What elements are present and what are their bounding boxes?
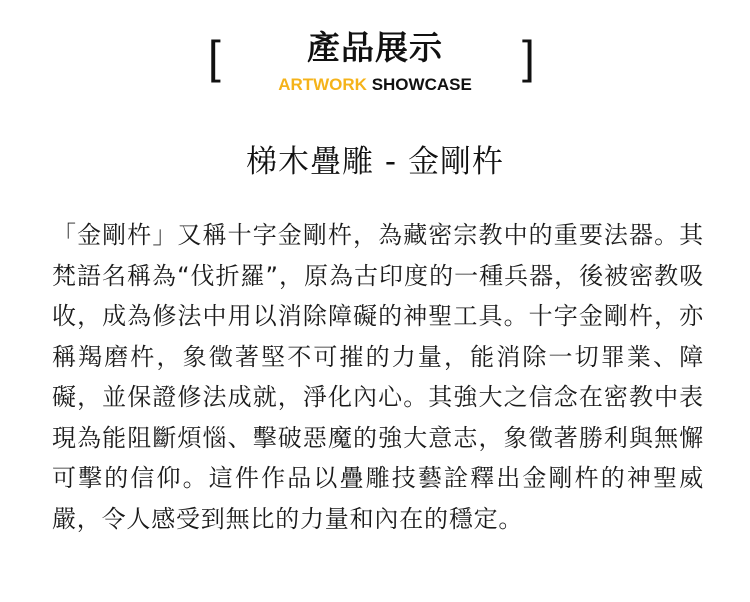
artwork-description: 「金剛杵」又稱十字金剛杵，為藏密宗教中的重要法器。其梵語名稱為“伐折羅”，原為古印度的一種兵器，後被密教吸收，成為修法中用以消除障礙的神聖工具。十字金剛杵，亦稱羯磨杵，象徵著堅不可摧的力量，能消除一切罪業、障礙，並保證修法成就，淨化內心。其強大之信念在密教中表現為能阻斷煩惱、擊破惡魔的強大意志，象徵著勝利與無懈可擊的信仰。這件作品以疊雕技藝詮釋出金剛杵的神聖威嚴，令人感受到無比的力量和內在的穩定。 <box>52 221 704 533</box>
right-bracket: ] <box>522 31 535 83</box>
left-bracket: [ <box>208 31 221 83</box>
section-subtitle <box>0 74 750 96</box>
section-title: 產品展示 <box>307 28 443 67</box>
subtitle-accent-text: ARTWORK <box>278 75 367 94</box>
subtitle-rest-text: SHOWCASE <box>371 75 472 94</box>
artwork-title: 梯木疊雕 - 金剛杵 <box>246 144 504 180</box>
